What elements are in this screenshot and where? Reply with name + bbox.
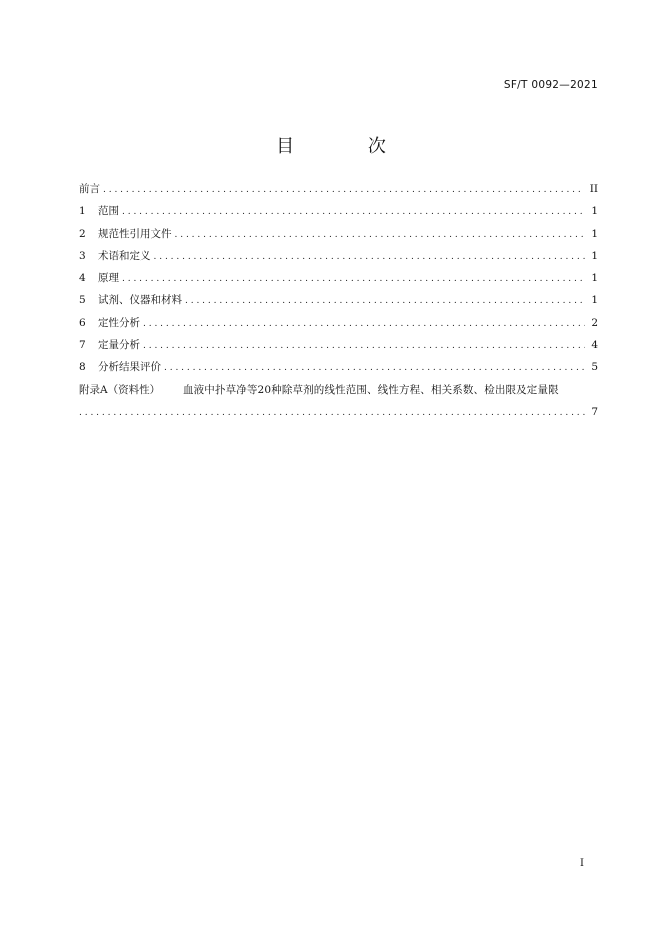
- toc-entry-label: 试剂、仪器和材料: [98, 294, 182, 307]
- toc-entry-normative-references[interactable]: [79, 227, 598, 249]
- toc-leader: [122, 205, 585, 220]
- page-title: 目 次: [276, 136, 420, 157]
- footer-page-number: I: [580, 858, 584, 869]
- toc-entry-number: 6: [79, 316, 86, 329]
- toc-entry-label: 前言: [79, 183, 100, 195]
- toc-entry-qualitative-analysis[interactable]: [79, 316, 598, 338]
- toc-entry-reagents[interactable]: [79, 293, 598, 315]
- header-doc-code: SF/T 0092—2021: [503, 79, 598, 91]
- toc-entry-quantitative-analysis[interactable]: [79, 338, 598, 360]
- annex-prefix: 附录A（资料性）: [79, 383, 161, 396]
- toc-leader: [175, 228, 586, 243]
- toc-entry-principle[interactable]: [79, 271, 598, 293]
- toc-leader: [154, 250, 586, 265]
- toc-entry-label: 定量分析: [98, 339, 140, 352]
- toc-entry-page: 7: [591, 405, 598, 418]
- toc-entry-foreword[interactable]: [79, 182, 598, 204]
- toc-entry-page: 1: [591, 272, 598, 285]
- toc-entry-page: II: [589, 183, 598, 195]
- table-of-contents: [79, 182, 598, 427]
- toc-entry-number: 3: [79, 249, 86, 262]
- toc-entry-number: 2: [79, 227, 86, 240]
- toc-entry-page: 2: [591, 316, 598, 329]
- toc-entry-label: 原理: [98, 272, 119, 285]
- toc-entry-number: 4: [79, 272, 86, 285]
- toc-leader: [103, 183, 584, 198]
- toc-entry-annex-a[interactable]: [79, 383, 598, 427]
- toc-entry-result-evaluation[interactable]: [79, 360, 598, 382]
- toc-entry-label: 定性分析: [98, 316, 140, 329]
- toc-entry-page: 1: [591, 249, 598, 262]
- toc-leader: [164, 361, 585, 376]
- toc-entry-scope[interactable]: [79, 204, 598, 226]
- toc-leader: [143, 339, 585, 354]
- toc-entry-terms[interactable]: [79, 249, 598, 271]
- toc-entry-label: 分析结果评价: [98, 361, 161, 374]
- toc-entry-page: 5: [591, 361, 598, 374]
- toc-leader: [122, 272, 585, 287]
- annex-title: 血液中扑草净等20种除草剂的线性范围、线性方程、相关系数、检出限及定量限: [183, 383, 559, 396]
- toc-entry-page: 1: [591, 294, 598, 307]
- toc-entry-number: 7: [79, 339, 86, 352]
- toc-entry-label: 范围: [98, 205, 119, 218]
- toc-leader: [143, 317, 585, 332]
- toc-entry-label: 规范性引用文件: [98, 227, 172, 240]
- toc-entry-page: 1: [591, 205, 598, 218]
- toc-entry-number: 8: [79, 361, 86, 374]
- toc-leader: [185, 294, 585, 309]
- toc-entry-page: 4: [591, 339, 598, 352]
- toc-entry-number: 1: [79, 205, 86, 218]
- toc-entry-number: 5: [79, 294, 86, 307]
- toc-entry-label: 术语和定义: [98, 249, 151, 262]
- toc-entry-page: 1: [591, 227, 598, 240]
- toc-leader: [79, 406, 585, 421]
